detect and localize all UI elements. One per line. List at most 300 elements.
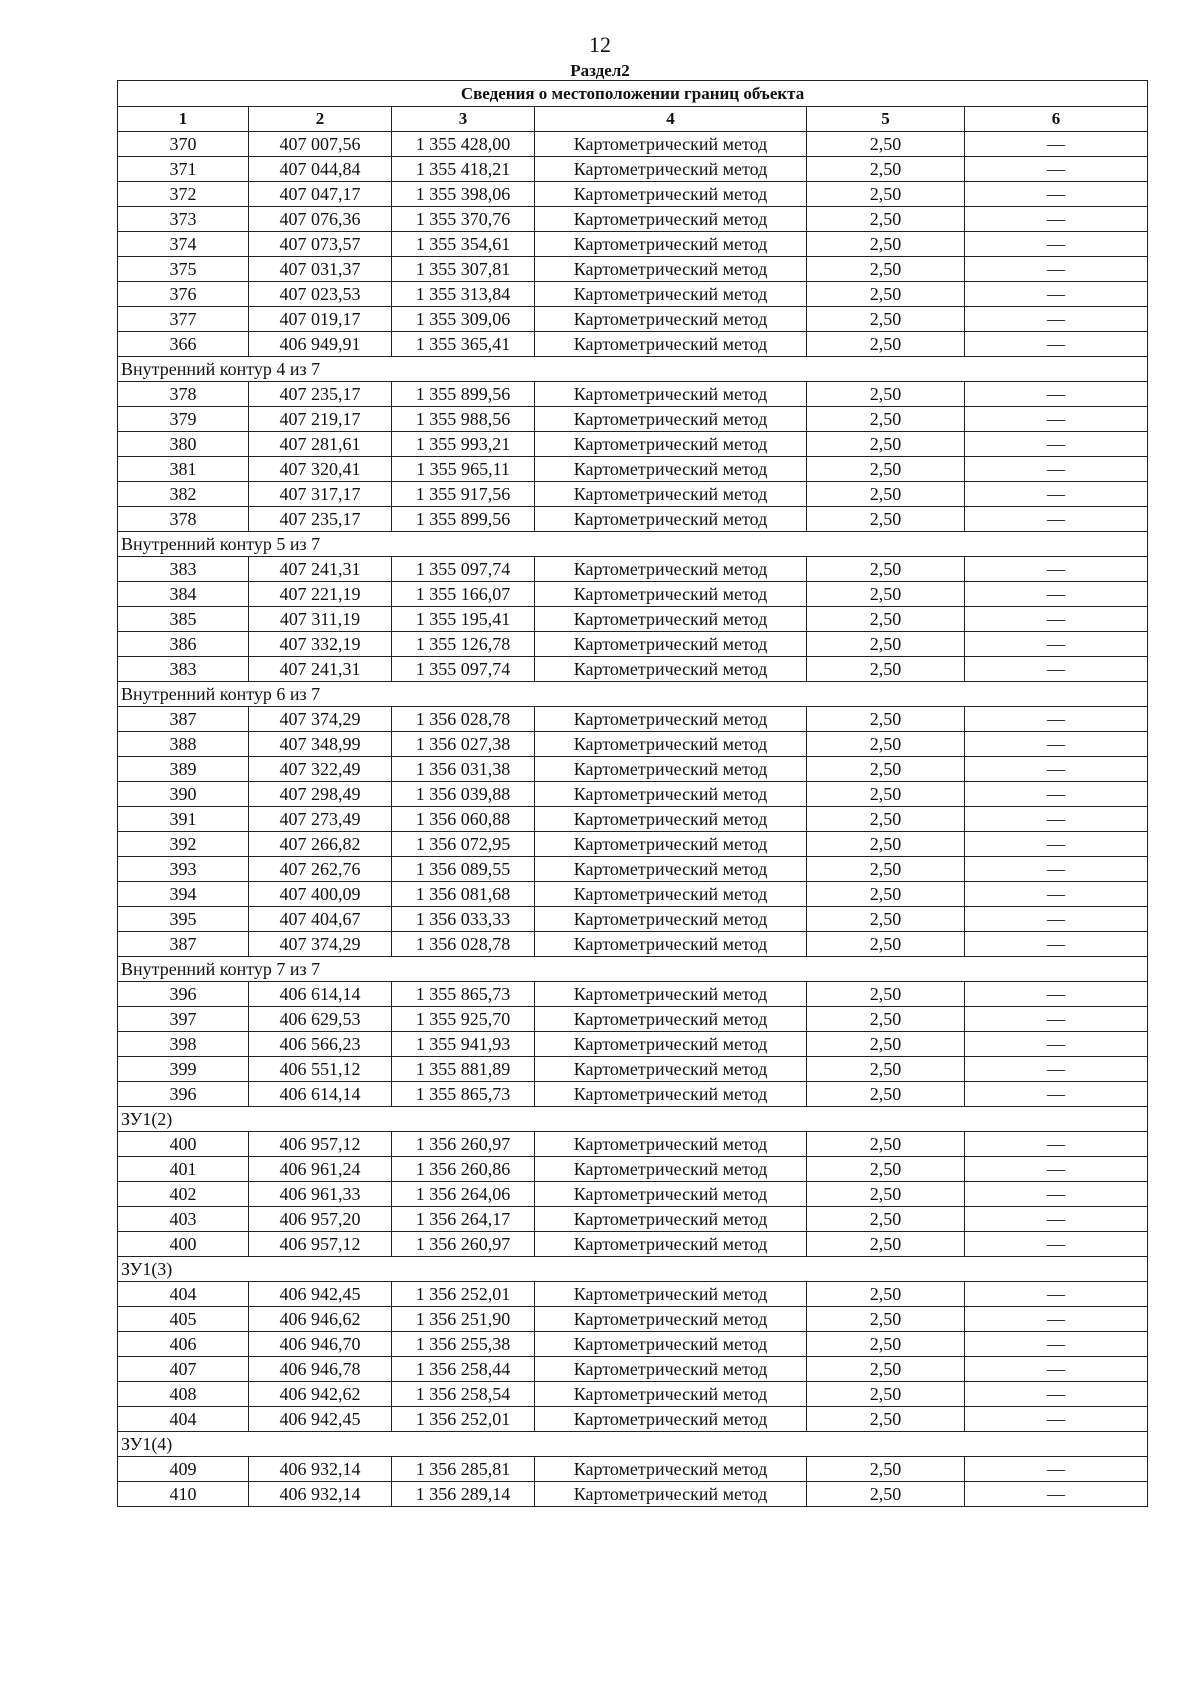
coord-x-cell: 406 961,24 [249,1157,392,1182]
coord-y-cell: 1 355 988,56 [392,407,535,432]
coord-x-cell: 407 266,82 [249,832,392,857]
coord-y-cell: 1 356 081,68 [392,882,535,907]
table-row [118,1357,1148,1382]
contour-group-label: ЗУ1(3) [118,1257,1148,1282]
coord-x-cell: 406 942,62 [249,1382,392,1407]
description-cell: — [965,1232,1148,1257]
accuracy-cell: 2,50 [807,382,965,407]
coord-x-cell: 407 317,17 [249,482,392,507]
accuracy-cell: 2,50 [807,982,965,1007]
coord-y-cell: 1 356 089,55 [392,857,535,882]
coord-y-cell: 1 355 428,00 [392,132,535,157]
method-cell: Картометрический метод [535,1407,807,1432]
table-row [118,407,1148,432]
method-cell: Картометрический метод [535,582,807,607]
method-cell: Картометрический метод [535,1382,807,1407]
coord-y-cell: 1 356 260,97 [392,1132,535,1157]
coord-x-cell: 406 949,91 [249,332,392,357]
accuracy-cell: 2,50 [807,1082,965,1107]
description-cell: — [965,157,1148,182]
coord-x-cell: 407 374,29 [249,932,392,957]
table-row [118,1407,1148,1432]
point-number-cell: 403 [118,1207,249,1232]
point-number-cell: 390 [118,782,249,807]
accuracy-cell: 2,50 [807,1232,965,1257]
coord-y-cell: 1 356 028,78 [392,932,535,957]
method-cell: Картометрический метод [535,332,807,357]
description-cell: — [965,1182,1148,1207]
point-number-cell: 396 [118,1082,249,1107]
description-cell: — [965,607,1148,632]
method-cell: Картометрический метод [535,457,807,482]
description-cell: — [965,257,1148,282]
method-cell: Картометрический метод [535,832,807,857]
coord-y-cell: 1 356 260,97 [392,1232,535,1257]
accuracy-cell: 2,50 [807,832,965,857]
table-row [118,282,1148,307]
method-cell: Картометрический метод [535,1357,807,1382]
description-cell: — [965,732,1148,757]
description-cell: — [965,1157,1148,1182]
accuracy-cell: 2,50 [807,482,965,507]
table-row [118,507,1148,532]
point-number-cell: 383 [118,657,249,682]
accuracy-cell: 2,50 [807,457,965,482]
method-cell: Картометрический метод [535,1057,807,1082]
table-row [118,607,1148,632]
point-number-cell: 386 [118,632,249,657]
accuracy-cell: 2,50 [807,807,965,832]
method-cell: Картометрический метод [535,882,807,907]
coord-y-cell: 1 355 313,84 [392,282,535,307]
accuracy-cell: 2,50 [807,507,965,532]
description-cell: — [965,457,1148,482]
coord-x-cell: 406 629,53 [249,1007,392,1032]
coord-y-cell: 1 356 258,44 [392,1357,535,1382]
coord-y-cell: 1 355 309,06 [392,307,535,332]
description-cell: — [965,757,1148,782]
coord-y-cell: 1 355 865,73 [392,1082,535,1107]
point-number-cell: 378 [118,507,249,532]
description-cell: — [965,232,1148,257]
table-row [118,332,1148,357]
table-row [118,657,1148,682]
coord-y-cell: 1 355 925,70 [392,1007,535,1032]
point-number-cell: 398 [118,1032,249,1057]
coord-x-cell: 407 019,17 [249,307,392,332]
table-row [118,307,1148,332]
method-cell: Картометрический метод [535,1307,807,1332]
point-number-cell: 393 [118,857,249,882]
contour-group-row [118,1107,1148,1132]
description-cell: — [965,807,1148,832]
table-row [118,782,1148,807]
table-row [118,932,1148,957]
description-cell: — [965,1407,1148,1432]
method-cell: Картометрический метод [535,607,807,632]
accuracy-cell: 2,50 [807,332,965,357]
coord-y-cell: 1 355 941,93 [392,1032,535,1057]
accuracy-cell: 2,50 [807,907,965,932]
page-number: 12 [589,32,611,57]
point-number-cell: 400 [118,1132,249,1157]
coord-x-cell: 407 047,17 [249,182,392,207]
section-title: Раздел2 [570,61,630,80]
accuracy-cell: 2,50 [807,1057,965,1082]
point-number-cell: 381 [118,457,249,482]
accuracy-cell: 2,50 [807,132,965,157]
accuracy-cell: 2,50 [807,632,965,657]
coord-y-cell: 1 356 028,78 [392,707,535,732]
coord-y-cell: 1 356 264,17 [392,1207,535,1232]
description-cell: — [965,507,1148,532]
coord-x-cell: 407 073,57 [249,232,392,257]
accuracy-cell: 2,50 [807,1207,965,1232]
table-body [118,132,1148,1507]
method-cell: Картометрический метод [535,857,807,882]
column-header: 2 [249,107,392,132]
table-row [118,1057,1148,1082]
accuracy-cell: 2,50 [807,1357,965,1382]
description-cell: — [965,282,1148,307]
accuracy-cell: 2,50 [807,407,965,432]
description-cell: — [965,482,1148,507]
point-number-cell: 380 [118,432,249,457]
table-row [118,832,1148,857]
coord-y-cell: 1 355 899,56 [392,507,535,532]
point-number-cell: 396 [118,982,249,1007]
point-number-cell: 387 [118,932,249,957]
method-cell: Картометрический метод [535,1157,807,1182]
column-header: 5 [807,107,965,132]
accuracy-cell: 2,50 [807,1332,965,1357]
coord-x-cell: 407 400,09 [249,882,392,907]
coord-x-cell: 407 332,19 [249,632,392,657]
method-cell: Картометрический метод [535,432,807,457]
table-row [118,882,1148,907]
coord-y-cell: 1 356 033,33 [392,907,535,932]
coord-y-cell: 1 355 307,81 [392,257,535,282]
point-number-cell: 395 [118,907,249,932]
coord-x-cell: 407 298,49 [249,782,392,807]
table-row [118,482,1148,507]
description-cell: — [965,707,1148,732]
description-cell: — [965,207,1148,232]
description-cell: — [965,1032,1148,1057]
point-number-cell: 377 [118,307,249,332]
method-cell: Картометрический метод [535,907,807,932]
accuracy-cell: 2,50 [807,157,965,182]
coord-y-cell: 1 356 264,06 [392,1182,535,1207]
point-number-cell: 404 [118,1282,249,1307]
contour-group-label: Внутренний контур 6 из 7 [118,682,1148,707]
column-header: 3 [392,107,535,132]
accuracy-cell: 2,50 [807,607,965,632]
description-cell: — [965,1457,1148,1482]
description-cell: — [965,1207,1148,1232]
coord-x-cell: 407 007,56 [249,132,392,157]
method-cell: Картометрический метод [535,1032,807,1057]
description-cell: — [965,1307,1148,1332]
point-number-cell: 410 [118,1482,249,1507]
column-header: 4 [535,107,807,132]
point-number-cell: 370 [118,132,249,157]
contour-group-row [118,682,1148,707]
point-number-cell: 382 [118,482,249,507]
coord-y-cell: 1 355 354,61 [392,232,535,257]
contour-group-label: Внутренний контур 5 из 7 [118,532,1148,557]
coord-y-cell: 1 356 255,38 [392,1332,535,1357]
description-cell: — [965,1332,1148,1357]
table-row [118,457,1148,482]
point-number-cell: 407 [118,1357,249,1382]
coord-x-cell: 406 614,14 [249,982,392,1007]
coord-x-cell: 407 311,19 [249,607,392,632]
point-number-cell: 402 [118,1182,249,1207]
coord-x-cell: 406 957,20 [249,1207,392,1232]
coord-x-cell: 407 348,99 [249,732,392,757]
table-row [118,157,1148,182]
coord-x-cell: 407 076,36 [249,207,392,232]
method-cell: Картометрический метод [535,807,807,832]
method-cell: Картометрический метод [535,1457,807,1482]
accuracy-cell: 2,50 [807,232,965,257]
method-cell: Картометрический метод [535,157,807,182]
description-cell: — [965,382,1148,407]
accuracy-cell: 2,50 [807,882,965,907]
point-number-cell: 366 [118,332,249,357]
method-cell: Картометрический метод [535,1232,807,1257]
method-cell: Картометрический метод [535,1282,807,1307]
method-cell: Картометрический метод [535,482,807,507]
method-cell: Картометрический метод [535,707,807,732]
point-number-cell: 372 [118,182,249,207]
coord-x-cell: 407 221,19 [249,582,392,607]
method-cell: Картометрический метод [535,132,807,157]
coord-x-cell: 407 273,49 [249,807,392,832]
coord-y-cell: 1 356 260,86 [392,1157,535,1182]
coord-y-cell: 1 355 370,76 [392,207,535,232]
method-cell: Картометрический метод [535,207,807,232]
method-cell: Картометрический метод [535,982,807,1007]
point-number-cell: 391 [118,807,249,832]
coord-x-cell: 406 932,14 [249,1457,392,1482]
point-number-cell: 375 [118,257,249,282]
contour-group-label: Внутренний контур 7 из 7 [118,957,1148,982]
coord-x-cell: 407 262,76 [249,857,392,882]
accuracy-cell: 2,50 [807,757,965,782]
point-number-cell: 389 [118,757,249,782]
method-cell: Картометрический метод [535,257,807,282]
description-cell: — [965,1357,1148,1382]
coord-y-cell: 1 355 195,41 [392,607,535,632]
method-cell: Картометрический метод [535,232,807,257]
coord-y-cell: 1 355 881,89 [392,1057,535,1082]
coord-y-cell: 1 355 365,41 [392,332,535,357]
contour-group-label: ЗУ1(2) [118,1107,1148,1132]
method-cell: Картометрический метод [535,557,807,582]
coord-y-cell: 1 355 899,56 [392,382,535,407]
coord-y-cell: 1 355 965,11 [392,457,535,482]
point-number-cell: 383 [118,557,249,582]
description-cell: — [965,332,1148,357]
table-row [118,1457,1148,1482]
method-cell: Картометрический метод [535,932,807,957]
accuracy-cell: 2,50 [807,1482,965,1507]
table-row [118,132,1148,157]
coord-x-cell: 406 961,33 [249,1182,392,1207]
table-row [118,1007,1148,1032]
coord-x-cell: 407 023,53 [249,282,392,307]
table-row [118,632,1148,657]
description-cell: — [965,1057,1148,1082]
coord-x-cell: 407 235,17 [249,382,392,407]
accuracy-cell: 2,50 [807,932,965,957]
table-row [118,1032,1148,1057]
coord-x-cell: 406 614,14 [249,1082,392,1107]
point-number-cell: 376 [118,282,249,307]
accuracy-cell: 2,50 [807,1282,965,1307]
coord-x-cell: 406 946,78 [249,1357,392,1382]
accuracy-cell: 2,50 [807,432,965,457]
method-cell: Картометрический метод [535,507,807,532]
point-number-cell: 409 [118,1457,249,1482]
column-header: 1 [118,107,249,132]
table-row [118,257,1148,282]
accuracy-cell: 2,50 [807,857,965,882]
description-cell: — [965,882,1148,907]
coord-y-cell: 1 356 289,14 [392,1482,535,1507]
description-cell: — [965,557,1148,582]
accuracy-cell: 2,50 [807,1182,965,1207]
point-number-cell: 387 [118,707,249,732]
accuracy-cell: 2,50 [807,1007,965,1032]
accuracy-cell: 2,50 [807,732,965,757]
coord-x-cell: 407 219,17 [249,407,392,432]
method-cell: Картометрический метод [535,382,807,407]
contour-group-row [118,357,1148,382]
coord-x-cell: 406 551,12 [249,1057,392,1082]
table-row [118,1332,1148,1357]
description-cell: — [965,407,1148,432]
method-cell: Картометрический метод [535,757,807,782]
table-row [118,1232,1148,1257]
contour-group-label: Внутренний контур 4 из 7 [118,357,1148,382]
coord-y-cell: 1 355 418,21 [392,157,535,182]
table-row [118,907,1148,932]
coord-x-cell: 407 320,41 [249,457,392,482]
accuracy-cell: 2,50 [807,182,965,207]
coord-x-cell: 406 566,23 [249,1032,392,1057]
coord-x-cell: 407 044,84 [249,157,392,182]
table-row [118,182,1148,207]
coord-x-cell: 406 946,70 [249,1332,392,1357]
description-cell: — [965,782,1148,807]
point-number-cell: 379 [118,407,249,432]
coord-x-cell: 407 374,29 [249,707,392,732]
description-cell: — [965,982,1148,1007]
method-cell: Картометрический метод [535,1207,807,1232]
coord-x-cell: 406 932,14 [249,1482,392,1507]
table-row [118,582,1148,607]
coord-y-cell: 1 355 166,07 [392,582,535,607]
coord-y-cell: 1 355 865,73 [392,982,535,1007]
method-cell: Картометрический метод [535,1082,807,1107]
table-row [118,807,1148,832]
coord-y-cell: 1 355 917,56 [392,482,535,507]
coord-y-cell: 1 355 097,74 [392,557,535,582]
accuracy-cell: 2,50 [807,1307,965,1332]
accuracy-cell: 2,50 [807,307,965,332]
point-number-cell: 400 [118,1232,249,1257]
table-row [118,982,1148,1007]
accuracy-cell: 2,50 [807,1032,965,1057]
coord-y-cell: 1 356 251,90 [392,1307,535,1332]
coord-x-cell: 407 235,17 [249,507,392,532]
table-row [118,1282,1148,1307]
method-cell: Картометрический метод [535,1482,807,1507]
coord-x-cell: 406 942,45 [249,1407,392,1432]
method-cell: Картометрический метод [535,782,807,807]
description-cell: — [965,832,1148,857]
coord-x-cell: 406 957,12 [249,1132,392,1157]
table-row [118,1132,1148,1157]
description-cell: — [965,857,1148,882]
method-cell: Картометрический метод [535,1132,807,1157]
table-caption-row [118,81,1148,107]
description-cell: — [965,1282,1148,1307]
point-number-cell: 399 [118,1057,249,1082]
coord-x-cell: 406 942,45 [249,1282,392,1307]
method-cell: Картометрический метод [535,282,807,307]
boundary-table [117,80,1148,1507]
coord-y-cell: 1 355 398,06 [392,182,535,207]
coord-x-cell: 407 322,49 [249,757,392,782]
point-number-cell: 371 [118,157,249,182]
column-header: 6 [965,107,1148,132]
point-number-cell: 385 [118,607,249,632]
coord-y-cell: 1 356 072,95 [392,832,535,857]
method-cell: Картометрический метод [535,1007,807,1032]
coord-x-cell: 407 404,67 [249,907,392,932]
accuracy-cell: 2,50 [807,1157,965,1182]
table-row [118,757,1148,782]
coord-y-cell: 1 355 126,78 [392,632,535,657]
coord-y-cell: 1 355 993,21 [392,432,535,457]
table-row [118,1157,1148,1182]
table-row [118,1482,1148,1507]
description-cell: — [965,1482,1148,1507]
coord-y-cell: 1 356 258,54 [392,1382,535,1407]
accuracy-cell: 2,50 [807,282,965,307]
table-row [118,1307,1148,1332]
contour-group-row [118,532,1148,557]
point-number-cell: 374 [118,232,249,257]
table-row [118,557,1148,582]
accuracy-cell: 2,50 [807,782,965,807]
method-cell: Картометрический метод [535,657,807,682]
point-number-cell: 388 [118,732,249,757]
point-number-cell: 408 [118,1382,249,1407]
description-cell: — [965,1007,1148,1032]
point-number-cell: 404 [118,1407,249,1432]
coord-y-cell: 1 356 252,01 [392,1282,535,1307]
table-row [118,382,1148,407]
accuracy-cell: 2,50 [807,557,965,582]
contour-group-label: ЗУ1(4) [118,1432,1148,1457]
accuracy-cell: 2,50 [807,1457,965,1482]
method-cell: Картометрический метод [535,307,807,332]
